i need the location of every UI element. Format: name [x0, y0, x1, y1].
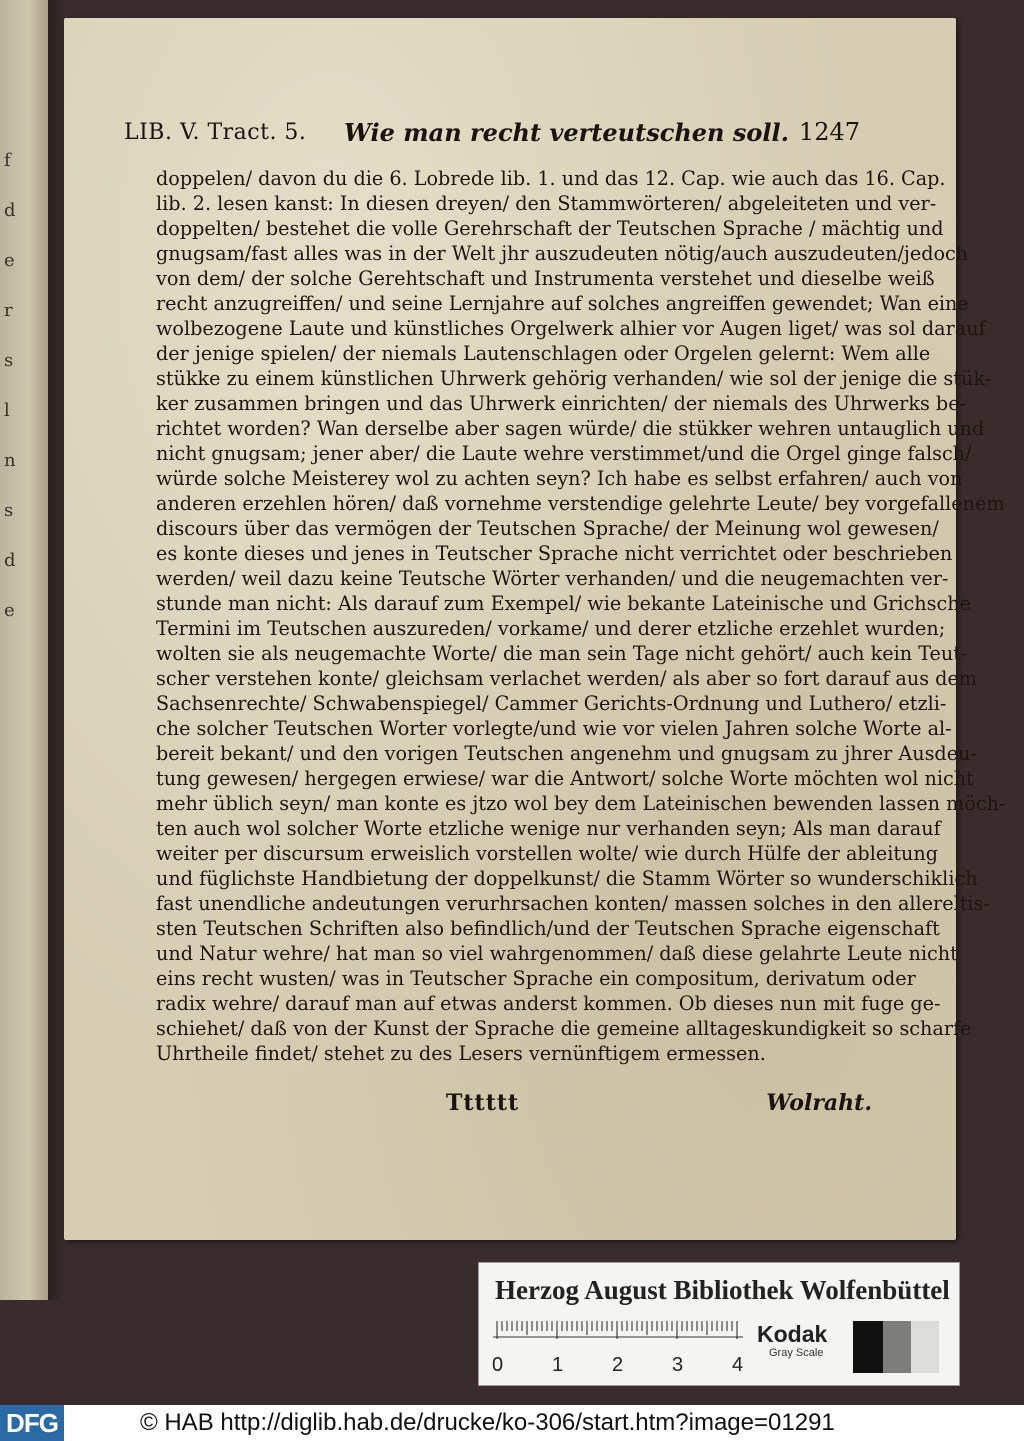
text-line: eins recht wusten/ was in Teutscher Sprache ein compositum, derivatum oder [156, 967, 916, 990]
ruler-label: 4 [732, 1354, 744, 1376]
body-text [156, 166, 1006, 1066]
text-line: scher verstehen konte/ gleichsam verlachet werden/ als aber so fort darauf aus dem [156, 667, 977, 690]
facing-page-fragment: e [4, 250, 15, 271]
facing-page-fragment: r [4, 300, 13, 321]
library-name: Herzog August Bibliothek Wolfenbüttel [495, 1275, 950, 1305]
ruler [493, 1317, 749, 1377]
text-line: richtet worden? Wan derselbe aber sagen würde/ die stükker wehren untauglich und [156, 417, 985, 440]
catchword: Wolraht. [766, 1090, 872, 1116]
signature-mark: Tttttt [446, 1090, 520, 1116]
site-footer [0, 1405, 1024, 1441]
running-head-left: LIB. V. Tract. 5. [124, 120, 307, 145]
text-line: gnugsam/fast alles was in der Welt jhr auszudeuten nötig/auch auszudeuten/jedoch [156, 242, 969, 265]
text-line: fast unendliche andeutungen verurhrsachen konten/ massen solches in den allereltis- [156, 892, 990, 915]
page-number: 1247 [798, 118, 860, 146]
page-foot [156, 1088, 872, 1120]
text-line: che solcher Teutschen Worter vorlegte/und wie vor vielen Jahren solche Worte al- [156, 717, 952, 740]
ruler-label: 3 [672, 1354, 684, 1376]
text-line: der jenige spielen/ der niemals Lautenschlagen oder Orgelen gelernt: Wem alle [156, 342, 931, 365]
facing-page-fragment: n [4, 450, 16, 471]
facing-page-fragment: l [4, 400, 10, 421]
facing-page-fragment: s [4, 350, 14, 371]
text-line: und Natur wehre/ hat man so viel wahrgenommen/ daß diese gelahrte Leute nicht [156, 942, 958, 965]
facing-page-fragment: s [4, 500, 14, 521]
text-line: Uhrtheile findet/ stehet zu des Lesers vernünftigem ermessen. [156, 1042, 766, 1065]
text-line: recht anzugreiffen/ und seine Lernjahre auf solches angreiffen gewendet; Wan eine [156, 292, 969, 315]
facing-page-fragment: e [4, 600, 15, 621]
text-line: doppelten/ bestehet die volle Gerehrschaft der Teutschen Sprache / mächtig und [156, 217, 944, 240]
text-line: tung gewesen/ hergegen erwiese/ war die Antwort/ solche Worte möchten wol nicht [156, 767, 974, 790]
gray-swatch-black [853, 1321, 883, 1373]
ruler-label: 2 [612, 1354, 624, 1376]
text-line: würde solche Meisterey wol zu achten seyn? Ich habe es selbst erfahren/ auch von [156, 467, 963, 490]
text-line: schiehet/ daß von der Kunst der Sprache die gemeine alltageskundigkeit so scharfe [156, 1017, 972, 1040]
facing-page-fragment: f [4, 150, 11, 171]
text-line: doppelen/ davon du die 6. Lobrede lib. 1. und das 12. Cap. wie auch das 16. Cap. [156, 167, 946, 190]
text-line: wolten sie als neugemachte Worte/ die man sein Tage nicht gehört/ auch kein Teut- [156, 642, 968, 665]
ruler-label: 1 [552, 1354, 564, 1376]
text-line: weiter per discursum erweislich vorstellen wolte/ wie durch Hülfe der ableitung [156, 842, 939, 865]
text-line: es konte dieses und jenes in Teutscher Sprache nicht verrichtet oder beschrieben [156, 542, 953, 565]
text-line: ten auch wol solcher Worte etzliche wenige nur verhanden seyn; Als man darauf [156, 817, 941, 840]
ruler-label: 0 [492, 1354, 504, 1376]
copyright-link[interactable]: © HAB http://diglib.hab.de/drucke/ko-306/start.htm?image=01291 [140, 1409, 835, 1436]
text-line: radix wehre/ darauf man auf etwas anderst kommen. Ob dieses nun mit fuge ge- [156, 992, 941, 1015]
text-line: stunde man nicht: Als darauf zum Exempel/ wie bekante Lateinische und Grichsche [156, 592, 971, 615]
text-line: stükke zu einem künstlichen Uhrwerk gehörig verhanden/ wie sol der jenige die stük- [156, 367, 992, 390]
text-line: ker zusammen bringen und das Uhrwerk einrichten/ der niemals des Uhrwerks be- [156, 392, 967, 415]
dfg-logo: DFG [0, 1405, 64, 1441]
facing-page-fragment: d [4, 550, 16, 571]
page-header [124, 116, 860, 152]
text-line: werden/ weil dazu keine Teutsche Wörter verhanden/ und die neugemachten ver- [156, 567, 949, 590]
text-line: mehr üblich seyn/ man konte es jtzo wol bey dem Lateinischen bewenden lassen möch- [156, 792, 1006, 815]
text-line: von dem/ der solche Gerehtschaft und Instrumenta verstehet und dieselbe weiß [156, 267, 935, 290]
text-line: sten Teutschen Schriften also befindlich/und der Teutschen Sprache eigenschaft [156, 917, 940, 940]
gray-swatch-light [911, 1321, 939, 1373]
text-line: nicht gnugsam; jener aber/ die Laute wehre verstimmet/und die Orgel ginge falsch/ [156, 442, 972, 465]
text-line: und füglichste Handbietung der doppelkunst/ die Stamm Wörter so wunderschiklich [156, 867, 978, 890]
text-line: lib. 2. lesen kanst: In diesen dreyen/ den Stammwörteren/ abgeleiteten und ver- [156, 192, 937, 215]
text-line: bereit bekant/ und den vorigen Teutschen angenehm und gnugsam zu jhrer Ausdeu- [156, 742, 977, 765]
text-line: wolbezogene Laute und künstliches Orgelwerk alhier vor Augen liget/ was sol darauf [156, 317, 986, 340]
color-card [478, 1262, 960, 1386]
book-page [64, 18, 1006, 1240]
gray-swatch-mid [883, 1321, 911, 1373]
text-line: Sachsenrechte/ Schwabenspiegel/ Cammer Gerichts-Ordnung und Luthero/ etzli- [156, 692, 947, 715]
facing-page-strip [0, 0, 48, 1300]
gray-scale-label: Gray Scale [769, 1347, 824, 1359]
kodak-logo: Kodak [757, 1321, 828, 1347]
text-line: discours über das vermögen der Teutschen Sprache/ der Meinung wol gewesen/ [156, 517, 939, 540]
facing-page-fragment: d [4, 200, 16, 221]
running-title: Wie man recht verteutschen soll. [344, 118, 789, 147]
text-line: anderen erzehlen hören/ daß vornehme verstendige gelehrte Leute/ bey vorgefallenem [156, 492, 1005, 515]
text-line: Termini im Teutschen auszureden/ vorkame/ und derer etzliche erzehlet wurden; [156, 617, 946, 640]
